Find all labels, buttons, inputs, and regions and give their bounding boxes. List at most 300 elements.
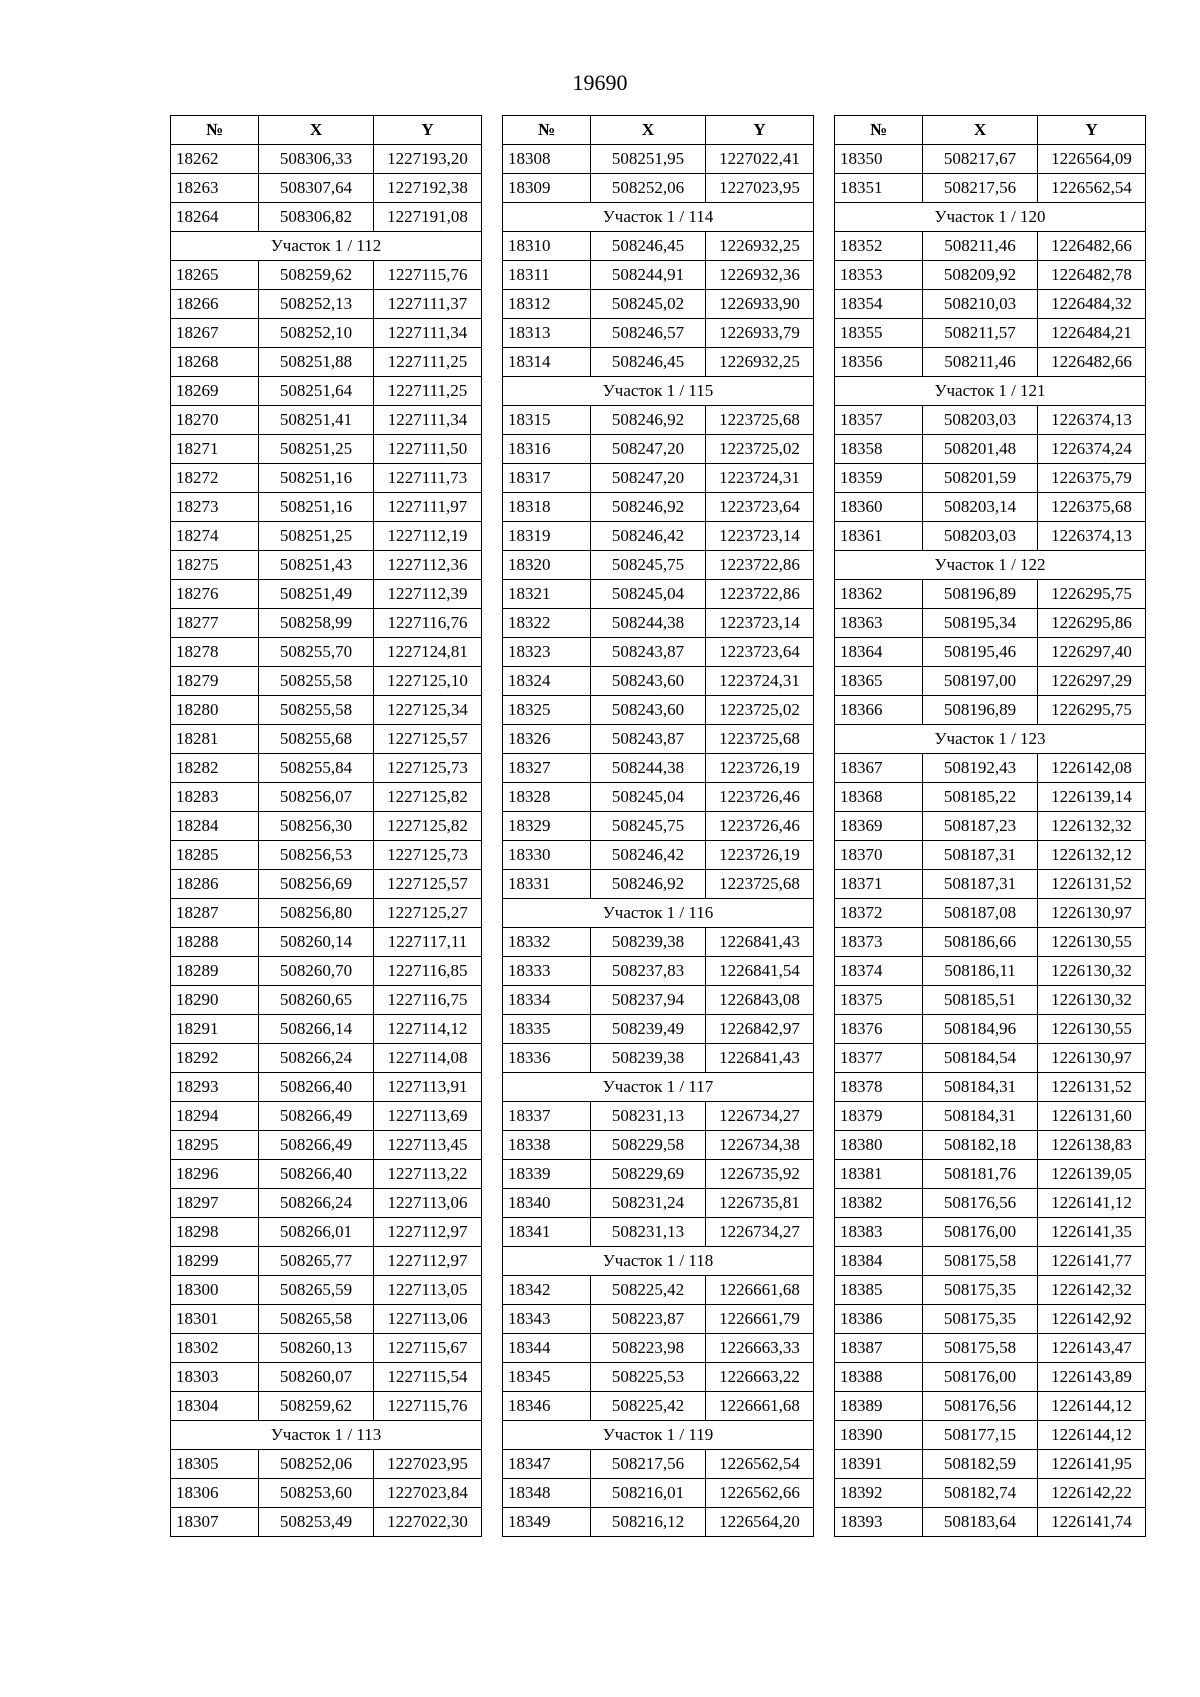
x-coordinate: 508244,38 [591,754,706,783]
x-coordinate: 508247,20 [591,464,706,493]
y-coordinate: 1227111,50 [374,435,482,464]
y-coordinate: 1226734,38 [706,1131,814,1160]
x-coordinate: 508182,74 [923,1479,1038,1508]
table-row [835,812,1146,841]
point-number: 18390 [835,1421,923,1450]
x-coordinate: 508252,13 [259,290,374,319]
y-coordinate: 1227115,76 [374,261,482,290]
x-coordinate: 508266,24 [259,1189,374,1218]
table-row [503,1102,814,1131]
y-coordinate: 1226131,52 [1038,1073,1146,1102]
x-coordinate: 508306,82 [259,203,374,232]
y-coordinate: 1227113,91 [374,1073,482,1102]
table-row [171,725,482,754]
point-number: 18318 [503,493,591,522]
page-number: 19690 [572,70,628,95]
y-coordinate: 1226138,83 [1038,1131,1146,1160]
y-coordinate: 1227111,73 [374,464,482,493]
table-row [503,609,814,638]
point-number: 18324 [503,667,591,696]
point-number: 18289 [171,957,259,986]
y-coordinate: 1223724,31 [706,667,814,696]
point-number: 18329 [503,812,591,841]
point-number: 18361 [835,522,923,551]
table-row [835,1073,1146,1102]
point-number: 18306 [171,1479,259,1508]
table-row [171,1131,482,1160]
x-coordinate: 508211,57 [923,319,1038,348]
y-coordinate: 1223726,46 [706,783,814,812]
y-coordinate: 1227112,97 [374,1218,482,1247]
x-coordinate: 508187,08 [923,899,1038,928]
table-row [503,1508,814,1537]
x-coordinate: 508184,31 [923,1073,1038,1102]
point-number: 18293 [171,1073,259,1102]
point-number: 18349 [503,1508,591,1537]
point-number: 18378 [835,1073,923,1102]
x-coordinate: 508217,67 [923,145,1038,174]
x-coordinate: 508184,31 [923,1102,1038,1131]
table-row [835,1044,1146,1073]
point-number: 18303 [171,1363,259,1392]
y-coordinate: 1226933,79 [706,319,814,348]
point-number: 18266 [171,290,259,319]
table-row [171,899,482,928]
point-number: 18267 [171,319,259,348]
table-row [835,261,1146,290]
table-row [171,261,482,290]
x-coordinate: 508246,42 [591,522,706,551]
table-row [835,1218,1146,1247]
point-number: 18294 [171,1102,259,1131]
point-number: 18380 [835,1131,923,1160]
y-coordinate: 1227114,08 [374,1044,482,1073]
y-coordinate: 1223726,46 [706,812,814,841]
table-row [503,145,814,174]
table-row [503,290,814,319]
point-number: 18290 [171,986,259,1015]
table-row [835,1479,1146,1508]
y-coordinate: 1227023,84 [374,1479,482,1508]
y-coordinate: 1223723,14 [706,609,814,638]
section-row [503,1421,814,1450]
x-coordinate: 508175,58 [923,1334,1038,1363]
x-coordinate: 508217,56 [591,1450,706,1479]
table-row [171,1508,482,1537]
point-number: 18271 [171,435,259,464]
section-row [171,232,482,261]
y-coordinate: 1227116,76 [374,609,482,638]
point-number: 18381 [835,1160,923,1189]
y-coordinate: 1226843,08 [706,986,814,1015]
x-coordinate: 508244,91 [591,261,706,290]
x-coordinate: 508256,80 [259,899,374,928]
table-row [503,1479,814,1508]
point-number: 18280 [171,696,259,725]
point-number: 18286 [171,870,259,899]
y-coordinate: 1226932,25 [706,232,814,261]
point-number: 18265 [171,261,259,290]
point-number: 18284 [171,812,259,841]
y-coordinate: 1226295,86 [1038,609,1146,638]
table-row [835,1334,1146,1363]
x-coordinate: 508252,06 [259,1450,374,1479]
point-number: 18302 [171,1334,259,1363]
y-coordinate: 1227113,05 [374,1276,482,1305]
x-coordinate: 508216,01 [591,1479,706,1508]
x-coordinate: 508203,03 [923,406,1038,435]
section-title: Участок 1 / 122 [835,551,1146,580]
x-coordinate: 508243,60 [591,696,706,725]
x-coordinate: 508251,25 [259,435,374,464]
y-coordinate: 1226131,60 [1038,1102,1146,1131]
y-coordinate: 1226142,08 [1038,754,1146,783]
table-row [835,638,1146,667]
x-coordinate: 508247,20 [591,435,706,464]
table-row [503,1392,814,1421]
point-number: 18332 [503,928,591,957]
section-title: Участок 1 / 117 [503,1073,814,1102]
x-coordinate: 508244,38 [591,609,706,638]
x-coordinate: 508251,16 [259,493,374,522]
x-coordinate: 508223,98 [591,1334,706,1363]
x-coordinate: 508255,68 [259,725,374,754]
point-number: 18344 [503,1334,591,1363]
point-number: 18339 [503,1160,591,1189]
table-row [171,609,482,638]
header-row [171,116,482,145]
x-coordinate: 508251,64 [259,377,374,406]
point-number: 18308 [503,145,591,174]
y-coordinate: 1226139,14 [1038,783,1146,812]
point-number: 18292 [171,1044,259,1073]
point-number: 18356 [835,348,923,377]
y-coordinate: 1227112,97 [374,1247,482,1276]
point-number: 18317 [503,464,591,493]
y-coordinate: 1226141,77 [1038,1247,1146,1276]
table-row [503,754,814,783]
x-coordinate: 508256,30 [259,812,374,841]
point-number: 18326 [503,725,591,754]
table-row [503,348,814,377]
x-coordinate: 508216,12 [591,1508,706,1537]
x-coordinate: 508184,54 [923,1044,1038,1073]
y-coordinate: 1226562,66 [706,1479,814,1508]
y-coordinate: 1227125,10 [374,667,482,696]
header-number: № [835,116,923,145]
y-coordinate: 1226374,13 [1038,406,1146,435]
point-number: 18362 [835,580,923,609]
x-coordinate: 508196,89 [923,696,1038,725]
y-coordinate: 1227023,95 [374,1450,482,1479]
x-coordinate: 508229,69 [591,1160,706,1189]
x-coordinate: 508256,07 [259,783,374,812]
y-coordinate: 1226130,97 [1038,1044,1146,1073]
y-coordinate: 1227125,57 [374,870,482,899]
table-row [835,1189,1146,1218]
point-number: 18274 [171,522,259,551]
table-row [171,783,482,812]
table-row [171,638,482,667]
table-row [503,232,814,261]
point-number: 18291 [171,1015,259,1044]
table-row [503,551,814,580]
x-coordinate: 508187,31 [923,870,1038,899]
x-coordinate: 508239,38 [591,1044,706,1073]
table-row [171,435,482,464]
table-row [835,232,1146,261]
table-row [503,1015,814,1044]
x-coordinate: 508229,58 [591,1131,706,1160]
x-coordinate: 508243,60 [591,667,706,696]
point-number: 18347 [503,1450,591,1479]
point-number: 18354 [835,290,923,319]
x-coordinate: 508306,33 [259,145,374,174]
point-number: 18385 [835,1276,923,1305]
x-coordinate: 508255,84 [259,754,374,783]
point-number: 18379 [835,1102,923,1131]
point-number: 18278 [171,638,259,667]
y-coordinate: 1226141,35 [1038,1218,1146,1247]
x-coordinate: 508245,04 [591,580,706,609]
table-row [171,1189,482,1218]
x-coordinate: 508251,95 [591,145,706,174]
y-coordinate: 1227113,69 [374,1102,482,1131]
y-coordinate: 1226295,75 [1038,696,1146,725]
y-coordinate: 1226661,79 [706,1305,814,1334]
point-number: 18310 [503,232,591,261]
y-coordinate: 1227114,12 [374,1015,482,1044]
y-coordinate: 1227111,25 [374,377,482,406]
table-row [171,1073,482,1102]
point-number: 18352 [835,232,923,261]
point-number: 18351 [835,174,923,203]
x-coordinate: 508245,75 [591,812,706,841]
point-number: 18316 [503,435,591,464]
table-row [835,1102,1146,1131]
section-title: Участок 1 / 116 [503,899,814,928]
table-row [171,841,482,870]
section-title: Участок 1 / 119 [503,1421,814,1450]
section-row [503,1073,814,1102]
point-number: 18370 [835,841,923,870]
table-row [503,522,814,551]
point-number: 18377 [835,1044,923,1073]
x-coordinate: 508225,42 [591,1276,706,1305]
table-row [171,1247,482,1276]
point-number: 18334 [503,986,591,1015]
y-coordinate: 1226142,22 [1038,1479,1146,1508]
table-row [503,1334,814,1363]
table-row [503,783,814,812]
table-row [835,1276,1146,1305]
point-number: 18343 [503,1305,591,1334]
point-number: 18279 [171,667,259,696]
section-title: Участок 1 / 123 [835,725,1146,754]
x-coordinate: 508246,92 [591,406,706,435]
point-number: 18363 [835,609,923,638]
table-row [835,435,1146,464]
x-coordinate: 508197,00 [923,667,1038,696]
table-row [503,1189,814,1218]
point-number: 18365 [835,667,923,696]
point-number: 18355 [835,319,923,348]
point-number: 18340 [503,1189,591,1218]
point-number: 18304 [171,1392,259,1421]
y-coordinate: 1227125,57 [374,725,482,754]
table-row [503,580,814,609]
x-coordinate: 508260,07 [259,1363,374,1392]
point-number: 18298 [171,1218,259,1247]
point-number: 18314 [503,348,591,377]
y-coordinate: 1226482,66 [1038,232,1146,261]
x-coordinate: 508256,53 [259,841,374,870]
y-coordinate: 1227112,19 [374,522,482,551]
x-coordinate: 508251,25 [259,522,374,551]
y-coordinate: 1226734,27 [706,1102,814,1131]
y-coordinate: 1226484,21 [1038,319,1146,348]
x-coordinate: 508239,49 [591,1015,706,1044]
point-number: 18353 [835,261,923,290]
y-coordinate: 1223725,02 [706,435,814,464]
x-coordinate: 508246,45 [591,348,706,377]
point-number: 18372 [835,899,923,928]
y-coordinate: 1226143,89 [1038,1363,1146,1392]
y-coordinate: 1227113,22 [374,1160,482,1189]
table-row [503,725,814,754]
table-row [171,812,482,841]
y-coordinate: 1226841,43 [706,1044,814,1073]
x-coordinate: 508245,02 [591,290,706,319]
table-row [503,319,814,348]
table-row [171,1276,482,1305]
point-number: 18287 [171,899,259,928]
y-coordinate: 1226141,74 [1038,1508,1146,1537]
point-number: 18357 [835,406,923,435]
table-row [835,174,1146,203]
y-coordinate: 1227111,37 [374,290,482,319]
y-coordinate: 1226297,29 [1038,667,1146,696]
x-coordinate: 508260,14 [259,928,374,957]
x-coordinate: 508258,99 [259,609,374,638]
x-coordinate: 508243,87 [591,638,706,667]
table-row [171,203,482,232]
table-row [835,957,1146,986]
point-number: 18320 [503,551,591,580]
y-coordinate: 1223725,68 [706,406,814,435]
point-number: 18328 [503,783,591,812]
y-coordinate: 1223724,31 [706,464,814,493]
header-x: X [923,116,1038,145]
y-coordinate: 1226132,32 [1038,812,1146,841]
y-coordinate: 1226663,33 [706,1334,814,1363]
point-number: 18384 [835,1247,923,1276]
x-coordinate: 508209,92 [923,261,1038,290]
y-coordinate: 1226562,54 [706,1450,814,1479]
x-coordinate: 508195,46 [923,638,1038,667]
table-row [171,580,482,609]
x-coordinate: 508203,03 [923,522,1038,551]
point-number: 18367 [835,754,923,783]
point-number: 18375 [835,986,923,1015]
y-coordinate: 1227115,54 [374,1363,482,1392]
coordinates-table-1 [170,115,482,1537]
table-row [503,812,814,841]
point-number: 18393 [835,1508,923,1537]
y-coordinate: 1223722,86 [706,551,814,580]
y-coordinate: 1227111,34 [374,406,482,435]
x-coordinate: 508187,23 [923,812,1038,841]
x-coordinate: 508265,77 [259,1247,374,1276]
y-coordinate: 1226144,12 [1038,1392,1146,1421]
table-row [503,1363,814,1392]
y-coordinate: 1227117,11 [374,928,482,957]
table-row [171,493,482,522]
point-number: 18391 [835,1450,923,1479]
section-row [503,899,814,928]
table-row [835,1305,1146,1334]
y-coordinate: 1226130,55 [1038,928,1146,957]
y-coordinate: 1227113,06 [374,1305,482,1334]
y-coordinate: 1226482,78 [1038,261,1146,290]
point-number: 18325 [503,696,591,725]
x-coordinate: 508266,49 [259,1131,374,1160]
x-coordinate: 508175,35 [923,1305,1038,1334]
x-coordinate: 508177,15 [923,1421,1038,1450]
table-row [171,1450,482,1479]
table-row [835,986,1146,1015]
header-row [503,116,814,145]
y-coordinate: 1223723,64 [706,493,814,522]
point-number: 18307 [171,1508,259,1537]
point-number: 18277 [171,609,259,638]
y-coordinate: 1226142,92 [1038,1305,1146,1334]
x-coordinate: 508176,00 [923,1218,1038,1247]
x-coordinate: 508175,58 [923,1247,1038,1276]
y-coordinate: 1223725,68 [706,725,814,754]
point-number: 18288 [171,928,259,957]
table-row [835,754,1146,783]
point-number: 18386 [835,1305,923,1334]
coordinates-table-2 [502,115,814,1537]
x-coordinate: 508253,60 [259,1479,374,1508]
point-number: 18309 [503,174,591,203]
point-number: 18272 [171,464,259,493]
table-row [835,290,1146,319]
table-row [503,1218,814,1247]
x-coordinate: 508255,58 [259,667,374,696]
table-row [503,1305,814,1334]
y-coordinate: 1227116,75 [374,986,482,1015]
y-coordinate: 1227111,97 [374,493,482,522]
point-number: 18392 [835,1479,923,1508]
y-coordinate: 1227023,95 [706,174,814,203]
table-row [503,464,814,493]
y-coordinate: 1226144,12 [1038,1421,1146,1450]
y-coordinate: 1226661,68 [706,1392,814,1421]
section-row [171,1421,482,1450]
header-y: Y [1038,116,1146,145]
x-coordinate: 508246,57 [591,319,706,348]
x-coordinate: 508231,24 [591,1189,706,1218]
point-number: 18269 [171,377,259,406]
header-number: № [171,116,259,145]
table-row [835,406,1146,435]
table-row [835,870,1146,899]
table-row [835,1131,1146,1160]
table-row [835,1247,1146,1276]
table-row [835,580,1146,609]
